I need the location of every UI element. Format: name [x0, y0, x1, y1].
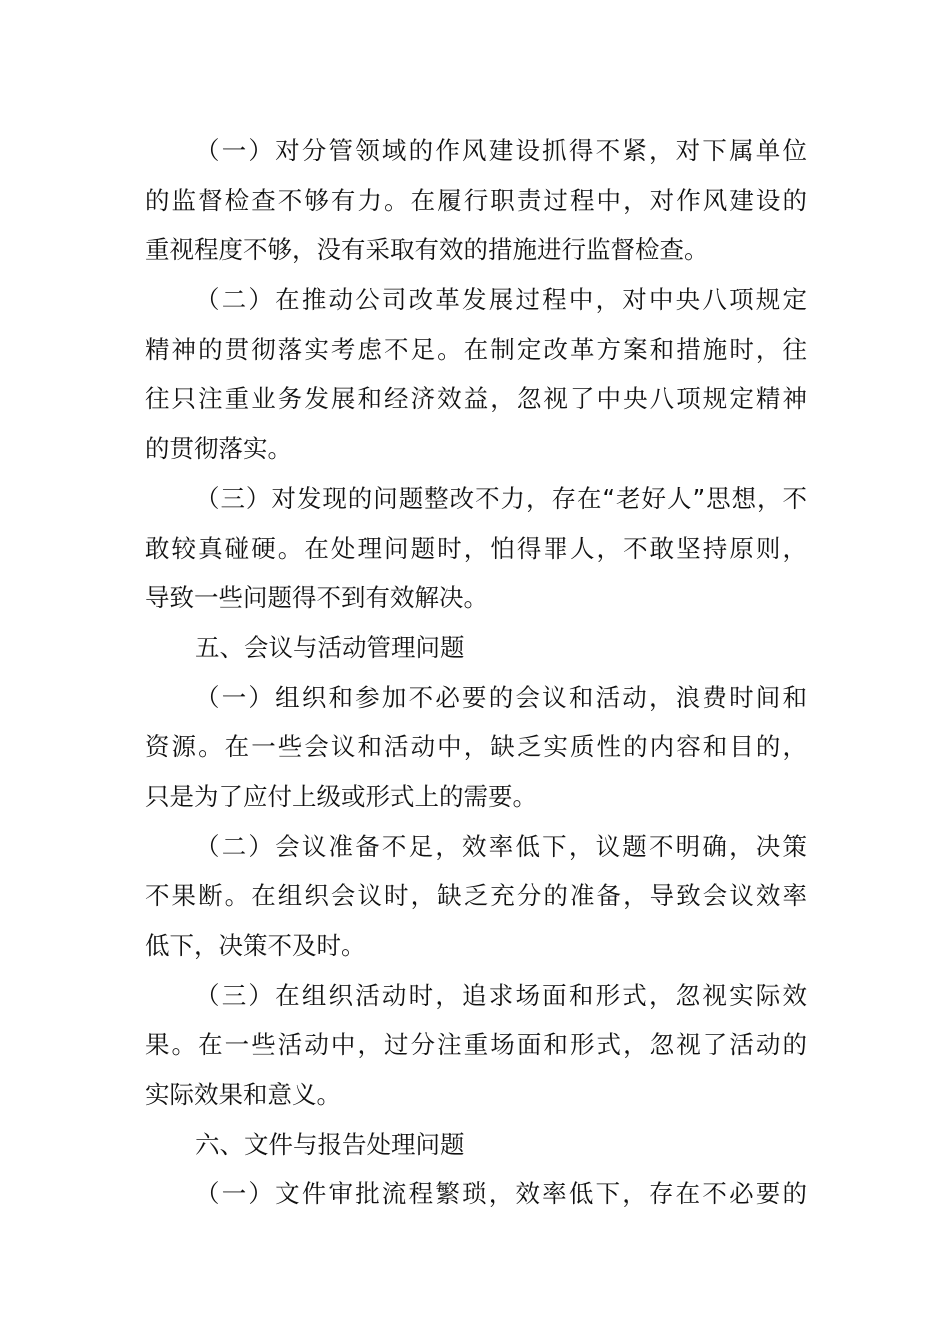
- paragraph-line: （三）对发现的问题整改不力，存在“老好人”思想，不: [195, 483, 807, 513]
- paragraph-line: 只是为了应付上级或形式上的需要。: [145, 781, 537, 811]
- paragraph-line: （一）文件审批流程繁琐，效率低下，存在不必要的: [195, 1179, 807, 1209]
- section-heading: 六、文件与报告处理问题: [195, 1129, 465, 1159]
- paragraph-line: 往只注重业务发展和经济效益，忽视了中央八项规定精神: [145, 384, 807, 414]
- paragraph-line: 果。在一些活动中，过分注重场面和形式，忽视了活动的: [145, 1030, 807, 1060]
- paragraph-line: 的贯彻落实。: [145, 434, 292, 464]
- paragraph-line: 重视程度不够，没有采取有效的措施进行监督检查。: [145, 235, 709, 265]
- paragraph-line: 实际效果和意义。: [145, 1080, 341, 1110]
- paragraph-line: （一）组织和参加不必要的会议和活动，浪费时间和: [195, 682, 807, 712]
- paragraph-line: （一）对分管领域的作风建设抓得不紧，对下属单位: [195, 136, 807, 165]
- document-body: [145, 126, 807, 1219]
- paragraph-line: 不果断。在组织会议时，缺乏充分的准备，导致会议效率: [145, 881, 807, 911]
- paragraph-line: （二）会议准备不足，效率低下，议题不明确，决策: [195, 831, 807, 861]
- paragraph-line: 的监督检查不够有力。在履行职责过程中，对作风建设的: [145, 185, 807, 215]
- paragraph-line: 精神的贯彻落实考虑不足。在制定改革方案和措施时，往: [145, 334, 807, 364]
- paragraph-line: （三）在组织活动时，追求场面和形式，忽视实际效: [195, 980, 807, 1010]
- section-heading: 五、会议与活动管理问题: [195, 632, 465, 662]
- paragraph-line: （二）在推动公司改革发展过程中，对中央八项规定: [195, 285, 807, 315]
- paragraph-line: 资源。在一些会议和活动中，缺乏实质性的内容和目的，: [145, 732, 807, 762]
- paragraph-line: 低下，决策不及时。: [145, 931, 366, 960]
- paragraph-line: 敢较真碰硬。在处理问题时，怕得罪人，不敢坚持原则，: [145, 533, 807, 563]
- paragraph-line: 导致一些问题得不到有效解决。: [145, 583, 488, 613]
